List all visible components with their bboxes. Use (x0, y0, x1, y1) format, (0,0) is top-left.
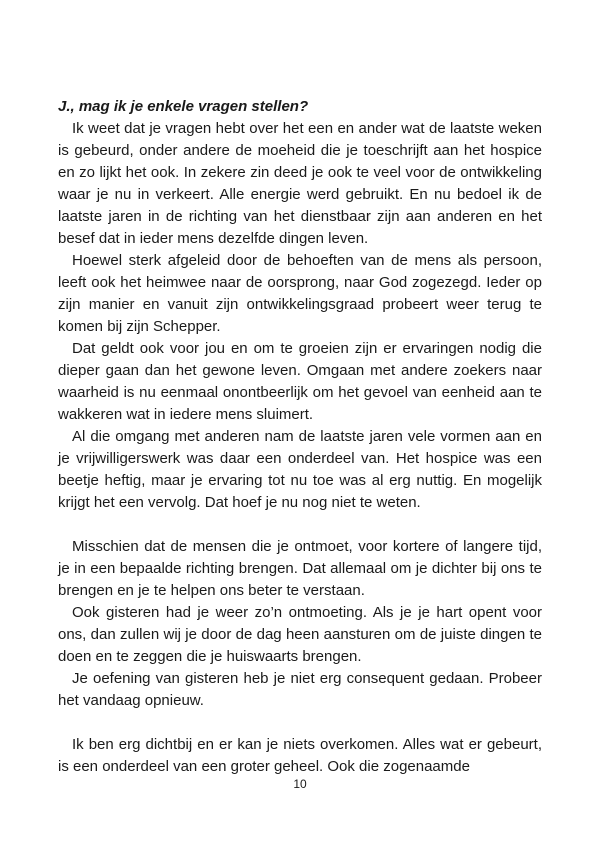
paragraph-2: Hoewel sterk afgeleid door de behoeften van de mens als persoon, leeft ook het heimwee naar de oorsprong, naar God zogezegd. Ieder op zijn manier en vanuit zijn ontwikkelingsgraad probeert weer terug te komen bij zijn Schepper. (58, 252, 542, 335)
paragraph-4: Al die omgang met anderen nam de laatste jaren vele vormen aan en je vrijwilligerswerk was daar een onderdeel van. Het hospice was een beetje heftig, maar je ervaring tot nu toe was al erg nuttig. En mogelijk krijgt het een vervolg. Dat hoef je nu nog niet te weten. (58, 428, 542, 511)
paragraph-7: Je oefening van gisteren heb je niet erg consequent gedaan. Probeer het vandaag opnieuw. (58, 670, 542, 709)
paragraph-3: Dat geldt ook voor jou en om te groeien zijn er ervaringen nodig die dieper gaan dan het gewone leven. Omgaan met andere zoekers naar waarheid is nu eenmaal onontbeerlijk om het gevoel van eenheid aan te wakkeren wat in iedere mens sluimert. (58, 340, 542, 423)
page-number: 10 (293, 777, 307, 791)
paragraph-1: Ik weet dat je vragen hebt over het een en ander wat de laatste weken is gebeurd, onder andere de moeheid die je toeschrijft aan het hospice en zo lijkt het ook. In zekere zin deed je ook te veel voor de ontwikkeling waar je nu in verkeert. Alle energie werd gebruikt. En nu bedoel ik de laatste jaren in de richting van het dienstbaar zijn aan anderen en het besef dat in ieder mens dezelfde dingen leven. (58, 120, 542, 247)
paragraph-8: Ik ben erg dichtbij en er kan je niets overkomen. Alles wat er gebeurt, is een onderdeel van een groter geheel. Ook die zogenaamde (58, 736, 542, 775)
paragraph-6: Ook gisteren had je weer zo’n ontmoeting. Als je je hart opent voor ons, dan zullen wij je door de dag heen aansturen om de juiste dingen te doen en te zeggen die je huiswaarts brengen. (58, 604, 542, 665)
paragraph-5: Misschien dat de mensen die je ontmoet, voor kortere of langere tijd, je in een bepaalde richting brengen. Dat allemaal om je dichter bij ons te brengen en je te helpen ons beter te verstaan. (58, 538, 542, 599)
page-body (58, 96, 542, 778)
section-heading: J., mag ik je enkele vragen stellen? (58, 98, 309, 115)
